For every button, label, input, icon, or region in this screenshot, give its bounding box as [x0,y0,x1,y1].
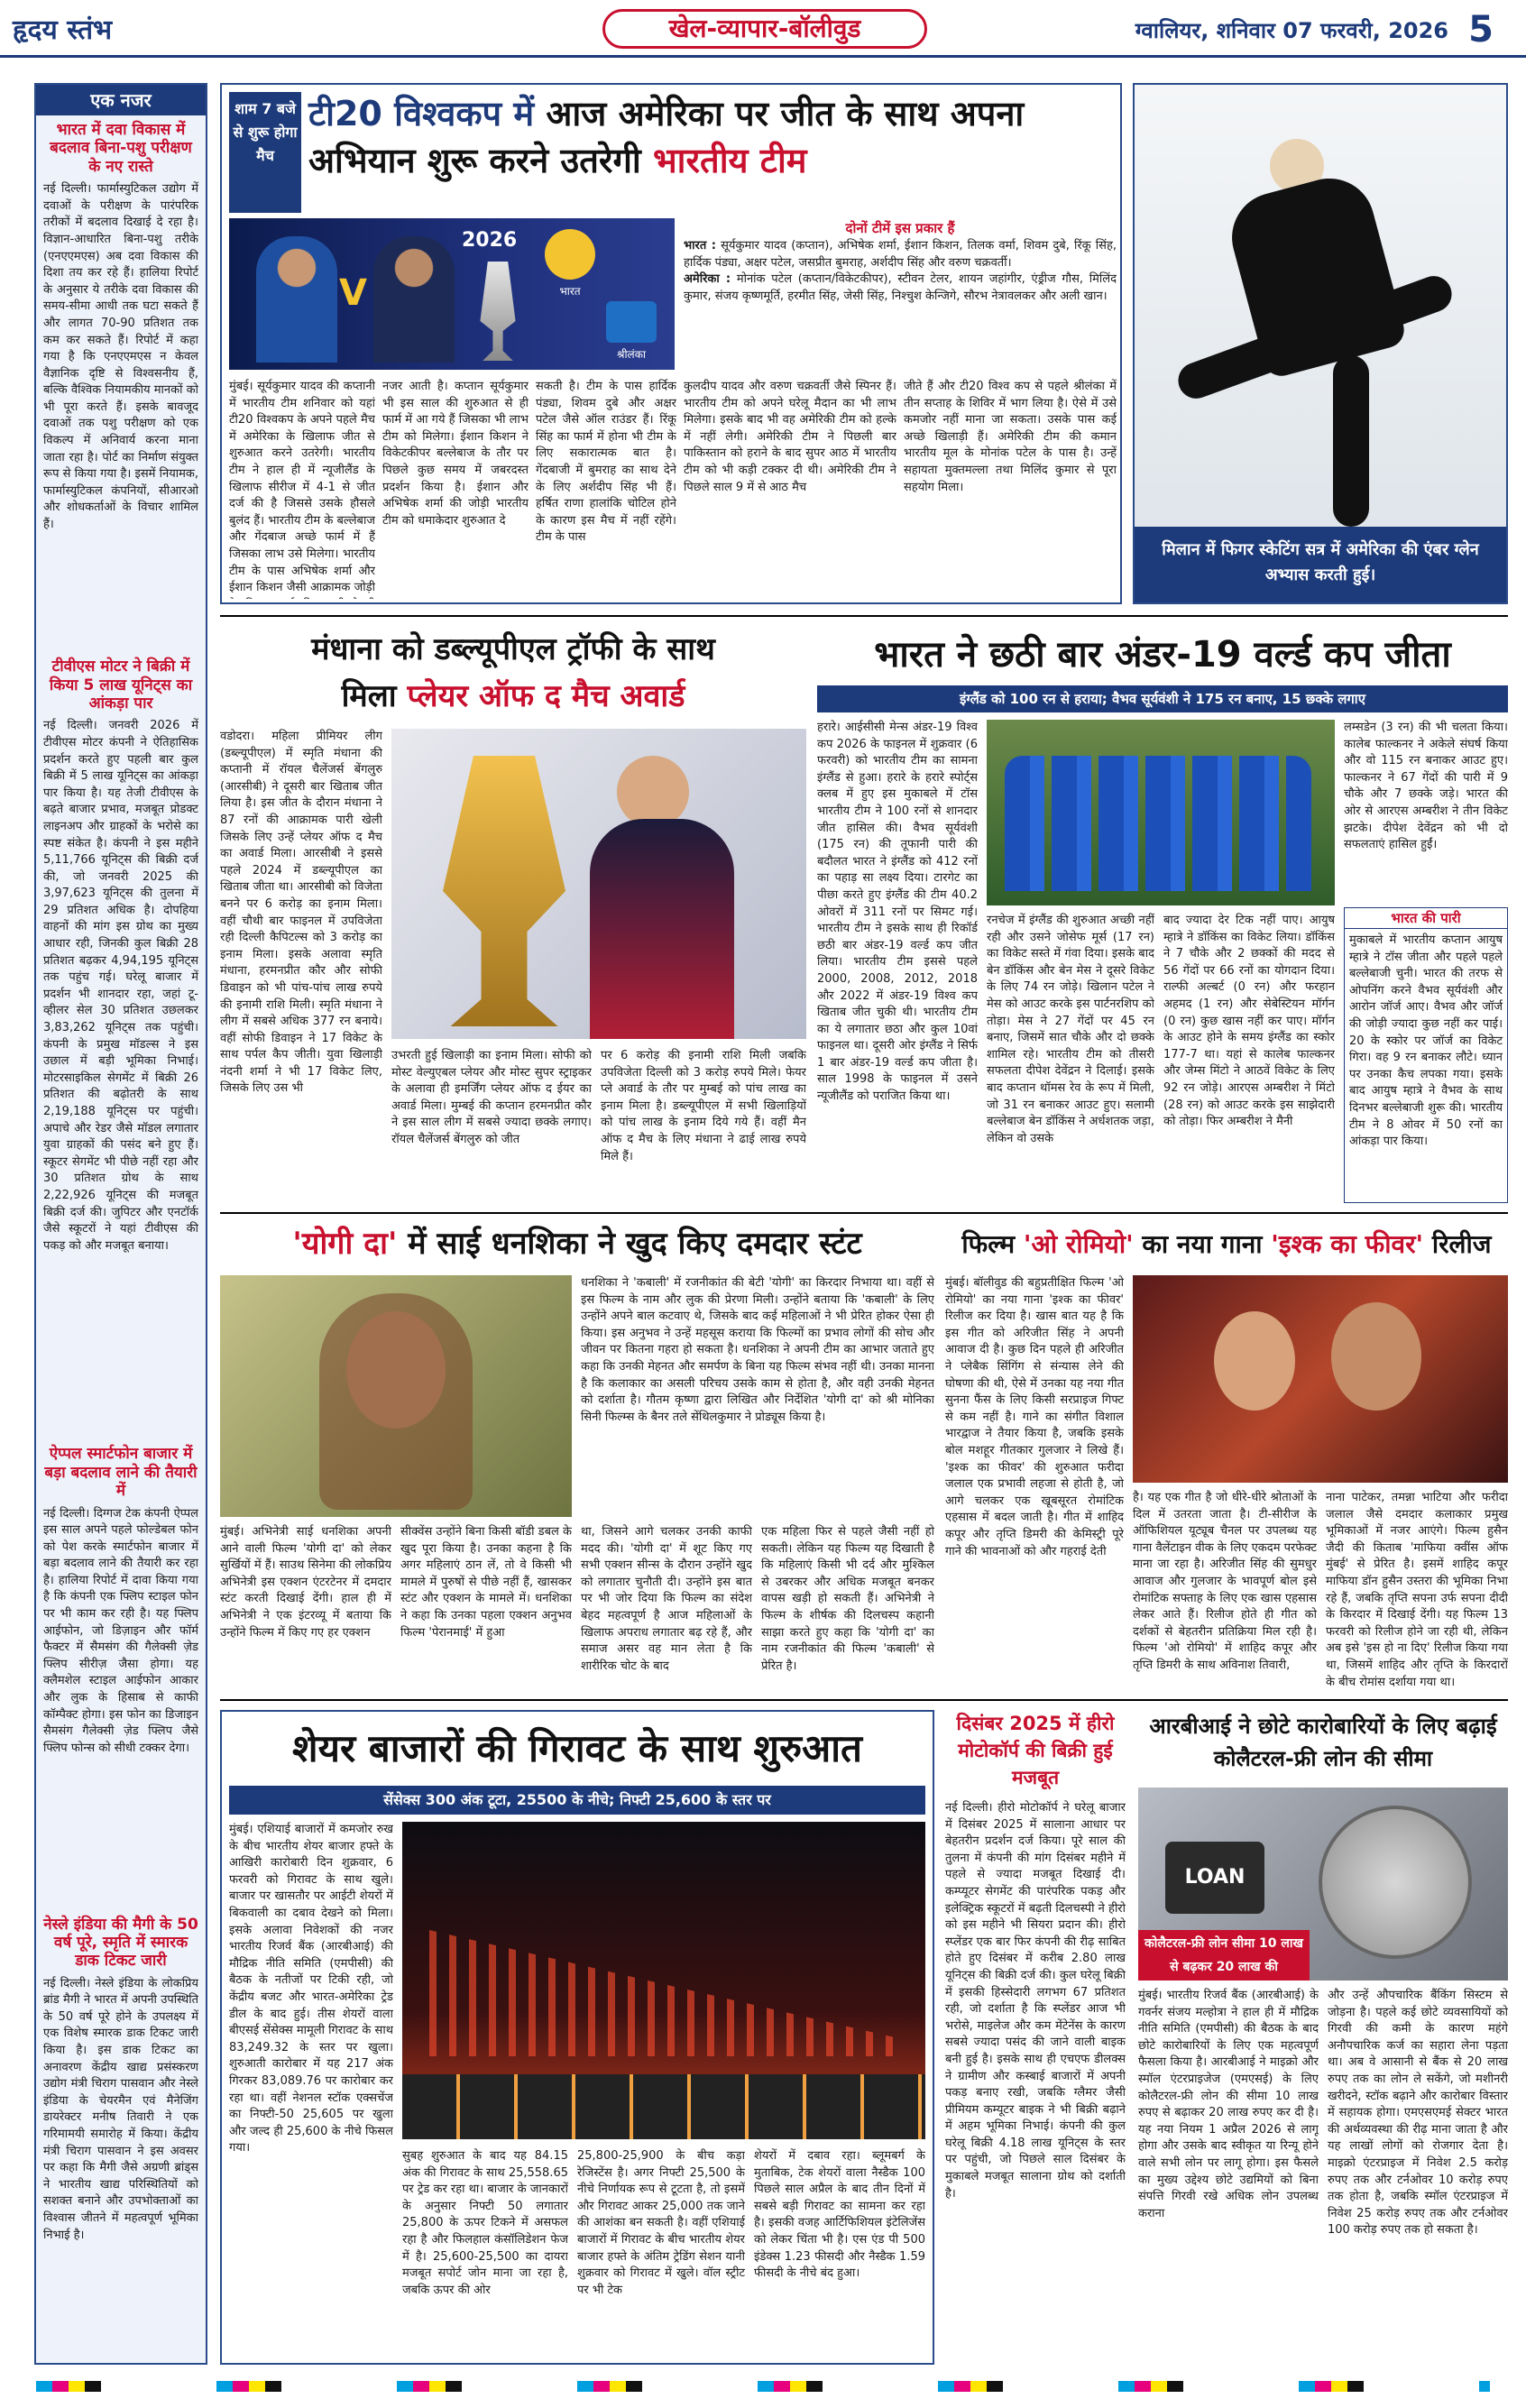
market-headline: शेयर बाजारों की गिरावट के साथ शुरुआत [292,1726,862,1770]
yogi-body-col4: एक महिला फिर से पहले जैसी नहीं हो सकती। लेकिन यह फिल्म यह दिखाती है कि महिलाएं किसी भी दर्द और मुश्किल से उबरकर और अधिक मजबूत बनकर वापस खड़ी हो सकती हैं। अभिनेत्री ने फिल्म के शीर्षक की दिलचस्प कहानी साझा करते हुए कहा कि 'योगी दा' का नाम रजनीकांत की फिल्म 'कबाली' से प्रेरित है। [761,1525,934,1673]
yogi-headline-rest: में साई धनशिका ने खुद किए दमदार स्टंट [397,1226,862,1262]
sidebar-news-column [34,83,207,2365]
sidebar-article-body: नई दिल्ली। फार्मास्युटिकल उद्योग में दवाओं के परीक्षण के पारंपरिक तरीकों में बदलाव दिखाई दे रहा है। विज्ञान-आधारित बिना-पशु तरीके (एनएएमएस) अब दवा विकास की दिशा तय कर रहे हैं। हालिया रिपोर्ट के अनुसार ये तरीके दवा विकास की समय-सीमा आधी तक घटा सकते हैं और लागत 70-90 प्रतिशत तक कम कर सकते हैं। रिपोर्ट में कहा गया है कि एनएएमएस न केवल वैज्ञानिक दृष्टि से विश्वसनीय हैं, बल्कि वैश्विक नियामकीय मानकों को भी पूरा करते हैं। इसके बावजूद दवाओं तक पशु परीक्षण को एक विकल्प में अनिवार्य करना माना जाता रहा है। पोर्ट का निर्माण संयुक्त रूप से किया गया है। इसमें नियामक, फार्मास्युटिकल कंपनियों, सीआरओ और शोधकर्ताओं के विचार शामिल हैं। [43,182,198,532]
india-innings-heading: भारत की पारी [1345,908,1507,929]
squads-box [684,218,1117,370]
mandhana-headline-line1: मंधाना को डब्ल्यूपीएल ट्रॉफी के साथ [311,631,715,667]
rbi-body-col1: मुंबई। भारतीय रिजर्व बैंक (आरबीआई) के गवर्नर संजय मल्होत्रा ने हाल ही में मौद्रिक नीति समिति (एमपीसी) की बैठक के बाद छोटे कारोबारियों के लिए एक महत्वपूर्ण फैसला किया है। आरबीआई ने माइक्रो और स्मॉल एंटरप्राइजेज (एमएसई) के लिए कोलैटरल-फ्री लोन की सीमा 10 लाख रुपए से बढ़ाकर 20 लाख रुपए कर दी है। यह नया नियम 1 अप्रैल 2026 से लागू होगा और उसके बाद स्वीकृत या रिन्यू होने वाले सभी लोन पर लागू होगा। इस फैसले का मुख्य उद्देश्य छोटे उद्यमियों को बिना संपत्ति गिरवी रखे अधिक लोन उपलब्ध कराना [1138,1989,1319,2220]
romeo-body-col1: मुंबई। बॉलीवुड की बहुप्रतीक्षित फिल्म 'ओ रोमियो' का नया गाना 'इश्क का फीवर' रिलीज कर दिया है। खास बात यह है कि इस गीत को अरिजीत सिंह ने अपनी आवाज दी है। कुछ दिन पहले ही अरिजीत ने प्लेबैक सिंगिंग से संन्यास लेने की घोषणा की थी, ऐसे में उनका यह नया गीत सुनना फैंस के लिए किसी सरप्राइज गिफ्ट से कम नहीं है। गाने का संगीत विशाल भारद्वाज ने तैयार किया है, जबकि इसके बोल मशहूर गीतकार गुलजार ने लिखे हैं। 'इश्क का फीवर' की शुरुआत फरीदा जलाल एक प्रभावी लहजा से होती है, जो आगे चलकर एक खूबसूरत रोमांटिक एहसास में बदल जाती है। गीत में शाहिद कपूर और तृप्ति डिमरी की केमिस्ट्री पूरे गाने की भावनाओं को और गहराई देती [945,1276,1124,1558]
skating-photo-block [1133,83,1508,604]
team-celebration-photo [987,720,1335,905]
skater-photo [1135,85,1506,527]
market-story [220,1710,934,2365]
squad-usa: मोनांक पटेल (कप्तान/विकेटकीपर), स्टीवन टेलर, शायन जहांगीर, एंड्रीज गौस, मिलिंद कुमार, संजय कृष्णमूर्ति, हरमीत सिंह, जेसी सिंह, निश्चुश केन्जिगे, सौरभ नेत्रावलकर और अली खान। [684,272,1117,303]
u19-headline: भारत ने छठी बार अंडर-19 वर्ल्ड कप जीता [874,634,1451,676]
versus-icon: V [339,272,367,314]
player-photo-left [256,236,337,363]
u19-story [817,626,1508,1205]
t20-story [220,83,1122,604]
romeo-headline-pre: फिल्म [961,1229,1024,1259]
rbi-photo-caption: कोलैटरल-फ्री लोन सीमा 10 लाख से बढ़कर 20 लाख की [1138,1930,1310,1981]
o-romeo-story [945,1221,1508,1690]
page-number: 5 [1468,9,1494,51]
romeo-headline-song: 'इश्क का फीवर' [1271,1229,1424,1259]
section-banner: खेल-व्यापार-बॉलीवुड [602,9,927,49]
t20-body-col3: सकती है। टीम के पास हार्दिक पंड्या, शिवम दुबे और अक्षर पटेल जैसे ऑल राउंडर हैं। रिंकू सिंह का फार्म में होना भी टीम के लिए सकारात्मक बात है। गेंदबाजी में बुमराह का साथ देने के लिए अर्शदीप सिंह भी हैं। हर्षित राणा हालांकि चोटिल होने के कारण इस मैच में नहीं रहेंगे। टीम के पास [536,380,676,545]
market-body-col1: मुंबई। एशियाई बाजारों में कमजोर रुख के बीच भारतीय शेयर बाजार हफ्ते के आखिरी कारोबारी दिन शुक्रवार, 6 फरवरी को गिरावट के साथ खुले। बाजार पर खासतौर पर आईटी शेयरों में बिकवाली का दबाव देखने को मिला। इसके अलावा निवेशकों की नजर भारतीय रिजर्व बैंक (आरबीआई) की मौद्रिक नीति समिति (एमपीसी) की बैठक के नतीजों पर टिकी रही, जो केंद्रीय बजट और भारत-अमेरिका ट्रेड डील के बाद हुई। तीस शेयरों वाला बीएसई सेंसेक्स मामूली गिरावट के साथ 83,249.32 के स्तर पर खुला। शुरुआती कारोबार में यह 217 अंक गिरकर 83,089.76 पर कारोबार कर रहा था। वहीं नेशनल स्टॉक एक्सचेंज का निफ्टी-50 25,605 पर खुला और जल्द ही 25,600 के नीचे फिसल गया। [229,1823,393,2155]
romeo-headline [945,1225,1508,1264]
u19-body-col1: हरारे। आईसीसी मेन्स अंडर-19 विश्व कप 2026 के फाइनल में शुक्रवार (6 फरवरी) को भारतीय टीम का सामना इंग्लैंड से हुआ। हरारे के हरारे स्पोर्ट्स क्लब में हुए इस मुकाबले में टॉस भारतीय टीम ने 100 रनों से शानदार जीत हासिल की। वैभव सूर्यवंशी (175 रन) की तूफानी पारी की बदौलत भारत ने इंग्लैंड को 412 रनों का पहाड़ सा लक्ष्य दिया। टारगेट का पीछा करते हुए इंग्लैंड की टीम 40.2 ओवरों में 311 रनों पर सिमट गई। भारतीय टीम ने इसके साथ ही रिकॉर्ड छठी बार अंडर-19 वर्ल्ड कप जीत लिया। भारतीय टीम इससे पहले 2000, 2008, 2012, 2018 और 2022 में अंडर-19 विश्व कप खिताब जीत चुकी थी। भारतीय टीम का ये लगातार छठा और कुल 10वां फाइनल था। दूसरी ओर इंग्लैंड ने सिर्फ 1 बार अंडर-19 वर्ल्ड कप जीता है। साल 1998 के फाइनल में उसने न्यूजीलैंड को पराजित किया था। [817,721,978,1104]
u19-body-col2: रनचेज में इंग्लैंड की शुरुआत अच्छी नहीं रही और उसने जोसेफ मूर्स (17 रन) का विकेट सस्ते में गंवा दिया। इसके बाद बेन डॉकिंस और बेन मेस ने दूसरे विकेट के लिए 74 रन जोड़े। खिलान पटेल ने मेस को आउट करके इस पार्टनरशिप को तोड़ा। मेस ने 27 गेंदों पर 45 रन बनाए, जिसमें सात चौके और दो छक्के शामिल रहे। भारतीय टीम को तीसरी सफलता दीपेश देवेंद्रन ने दिलाई। इसके बाद कप्तान थॉमस रेव के रूप में मिली, जो 31 रन बनाकर आउट हुए। सलामी बल्लेबाज बेन डॉकिंस ने अर्धशतक जड़ा, लेकिन वो उसके [987,914,1154,1145]
graphic-year: 2026 [462,229,518,252]
t20-headline-red: भारतीय टीम [652,141,807,180]
sidebar-headline: ऐप्पल स्मार्टफोन बाजार में बड़ा बदलाव लाने की तैयारी में [44,1445,198,1501]
rbi-headline: आरबीआई ने छोटे कारोबारियों के लिए बढ़ाई कोलैटरल-फ्री लोन की सीमा [1149,1714,1497,1771]
trophy-icon [473,262,523,361]
dateline: ग्वालियर, शनिवार 07 फरवरी, 2026 [1135,18,1448,43]
romeo-headline-film: 'ओ रोमियो' [1023,1229,1134,1259]
rbi-emblem-icon [1319,1806,1472,1959]
yogi-body-top: धनशिका ने 'कबाली' में रजनीकांत की बेटी 'योगी' का किरदार निभाया था। वहीं से इस फिल्म के नाम और लुक की प्रेरणा मिली। उन्होंने बताया कि 'कबाली' के लिए उन्होंने अपने बाल कटवाए थे, जिसके बाद कई महिलाओं ने भी प्रेरित होकर ऐसा ही किया। इस अनुभव ने उन्हें महसूस कराया कि फिल्मों का प्रभाव लोगों की सोच और जीवन पर कितना गहरा हो सकता है। धनशिका ने अपनी टीम का आभार जताते हुए कहा कि उनकी मेहनत और समर्पण के बिना यह फिल्म संभव नहीं थी। उनका मानना है कि कलाकार का असली परिचय उसके काम से होता है, और वही उनकी मेहनत को दर्शाता है। गौतम कृष्णा द्वारा लिखित और निर्देशित 'योगी दा' को श्री मोनिका सिनी फिल्म्स के बैनर तले सेंथिलकुमार ने प्रोड्यूस किया है। [581,1276,934,1424]
srilanka-crest-icon [606,301,657,343]
yogi-body-col1: मुंबई। अभिनेत्री साई धनशिका अपनी आने वाली फिल्म 'योगी दा' को लेकर सुर्खियों में हैं। साउथ सिनेमा की लोकप्रिय अभिनेत्री इस एक्शन एंटरटेनर में दमदार स्टंट करती दिखाई देंगी। हाल ही में अभिनेत्री ने एक इंटरव्यू में बताया कि उन्होंने फिल्म में किए गए हर एक्शन [220,1525,391,1640]
yogi-da-story [220,1221,934,1690]
hero-motocorp-story [945,1710,1126,2365]
sidebar-article-body: नई दिल्ली। जनवरी 2026 में टीवीएस मोटर कंपनी ने ऐतिहासिक प्रदर्शन करते हुए पहली बार कुल बिक्री में 5 लाख यूनिट्स का आंकड़ा पार किया है। यह तेजी टीवीएस के बढ़ते बाजार प्रभाव, मजबूत प्रोडक्ट लाइनअप और ग्राहकों के भरोसे का स्पष्ट संकेत है। कंपनी ने इस महीने 5,11,766 यूनिट्स की बिक्री दर्ज की, जो जनवरी 2025 की 3,97,623 यूनिट्स की तुलना में 29 प्रतिशत अधिक है। दोपहिया वाहनों की मांग इस ग्रोथ का मुख्य आधार रही, जिनकी कुल बिक्री 28 प्रतिशत बढ़कर 4,94,195 यूनिट्स तक पहुंच गई। घरेलू बाजार में प्रदर्शन भी शानदार रहा, जहां टू-व्हीलर सेल 30 प्रतिशत उछलकर 3,83,262 यूनिट्स तक पहुंची। कंपनी के प्रमुख मॉडल्स ने इस उछाल में बड़ी भूमिका निभाई। मोटरसाइकिल सेगमेंट में बिक्री 26 प्रतिशत की बढ़ोतरी के साथ 2,19,188 यूनिट्स पर पहुंची। अपाचे और रेडर जैसे मॉडल लगातार युवा ग्राहकों की पसंद बने हुए हैं। स्कूटर सेगमेंट भी पीछे नहीं रहा और 30 प्रतिशत ग्रोथ के साथ 2,22,926 यूनिट्स की मजबूत बिक्री दर्ज की। जुपिटर और एनटॉर्क जैसे स्कूटरों ने यहां टीवीएस की पकड़ को और मजबूत बनाया। [43,719,198,1253]
squad-india-label: भारत : [684,239,716,253]
market-body-col3: 25,800-25,900 के बीच कड़ा रेजिस्टेंस है। अगर निफ्टी 25,500 के नीचे निर्णायक रूप से टूटता है, तो इसमें और गिरावट आकर 25,000 तक जाने की आशंका बन सकती है। वहीं एशियाई बाजारों में गिरावट के बीच भारतीय शेयर बाजार हफ्ते के अंतिम ट्रेडिंग सेशन यानी शुक्रवार को गिरावट में खुले। वॉल स्ट्रीट पर भी टेक [577,2149,745,2297]
yogi-body-col3: था, जिसने आगे चलकर उनकी काफी मदद की। 'योगी दा' में शूट किए गए सभी एक्शन सीन्स के दौरान उन्होंने खुद को लगातार चुनौती दी। उन्होंने इस बात पर भी जोर दिया कि फिल्म का संदेश बेहद महत्वपूर्ण है आज महिलाओं के खिलाफ अपराध लगातार बढ़ रहे हैं, और समाज असर वह मान लेता है कि शारीरिक चोट के बाद [581,1525,752,1673]
hero-body: नई दिल्ली। हीरो मोटोकॉर्प ने घरेलू बाजार में दिसंबर 2025 में सालाना आधार पर बेहतरीन प्रदर्शन दर्ज किया। पूरे साल की तुलना में कंपनी की मांग दिसंबर महीने में पहले से ज्यादा मजबूत दिखाई दी। कम्प्यूटर सेगमेंट की पारंपरिक पकड़ और इलेक्ट्रिक स्कूटरों में बढ़ती दिलचस्पी ने हीरो को इस महीने भी सियरा प्रदान की। हीरो स्प्लेंडर एक बार फिर कंपनी की रीढ़ साबित होते हुए दिसंबर में करीब 2.80 लाख यूनिट्स की बिक्री दर्ज की। कुल घरेलू बिक्री में इसकी हिस्सेदारी लगभग 67 प्रतिशत रही, जो दर्शाता है कि स्प्लेंडर आज भी भरोसे, माइलेज और कम मेंटेनेंस के कारण सबसे ज्यादा पसंद की जाने वाली बाइक बनी हुई है। इसके साथ ही एचएफ डीलक्स ने ग्रामीण और कस्बाई बाजारों में अपनी पकड़ बनाए रखी, जबकि ग्लैमर जैसी प्रीमियम कम्यूटर बाइक ने भी बिक्री बढ़ाने में अहम भूमिका निभाई। कंपनी की कुल घरेलू बिक्री 4.18 लाख यूनिट्स के स्तर पर पहुंची, जो पिछले साल दिसंबर के मुकाबले मजबूत सालाना ग्रोथ को दर्शाती है। [945,1801,1126,2201]
squad-usa-label: अमेरिका : [684,272,731,287]
t20-headline [308,90,1117,184]
mandhana-body-col1: वडोदरा। महिला प्रीमियर लीग (डब्ल्यूपीएल) में स्मृति मंधाना की कप्तानी में रॉयल चैलेंजर्स बेंगलुरु (आरसीबी) ने दूसरी बार खिताब जीत लिया है। इस जीत के दौरान मंधाना ने 87 रनों की आक्रामक पारी खेली जिसके लिए उन्हें प्लेयर ऑफ द मैच का अवार्ड मिला। आरसीबी ने इससे पहले 2024 में डब्ल्यूपीएल का खिताब जीता था। आरसीबी को विजेता बनने पर 6 करोड़ का इनाम मिला। वहीं चौथी बार फाइनल में उपविजेता रही दिल्ली कैपिटल्स को 3 करोड़ का इनाम मिला। इसके अलावा स्मृति मंधाना, हरमनप्रीत कौर और सोफी डिवाइन को भी पांच-पांच लाख रुपये की इनामी राशि मिली। स्मृति मंधाना ने लीग में सबसे अधिक 377 रन बनाये। वहीं सोफी डिवाइन ने 17 विकेट के साथ पर्पल कैप जीती। युवा खिलाड़ी नंदनी शर्मा ने भी 17 विकेट लिए, जिसके लिए उस भी [220,730,382,1096]
t20-graphic [229,218,675,370]
t20-body-col1: मुंबई। सूर्यकुमार यादव की कप्तानी में भारतीय टीम शनिवार को यहां टी20 विश्वकप के अपने पहले मैच में अमेरिका के खिलाफ जीत से शुरुआत करने उतरेगी। भारतीय टीम ने हाल ही में न्यूजीलैंड के खिलाफ सीरीज में 4-1 से जीत दर्ज की है जिससे उसके हौसले बुलंद हैं। भारतीय टीम के बल्लेबाज और गेंदबाज अच्छे फार्म में हैं जिसका लाभ उसे मिलेगा। भारतीय टीम के पास अभिषेक शर्मा और ईशान किशन जैसी आक्रामक जोड़ी [229,380,375,595]
t20-headline-lead: टी20 विश्वकप में [308,94,547,133]
sidebar-headline: नेस्ले इंडिया की मैगी के 50 वर्ष पूरे, स्मृति में स्मारक डाक टिकट जारी [43,1915,198,1971]
india-crest-icon [545,229,595,280]
actress-photo [220,1275,572,1517]
trophy-photo [391,729,806,1039]
t20-headline-main: आज अमेरिका पर जीत के साथ अपना अभियान शुरू करने उतरेगी [308,94,1025,180]
t20-body-col4: कुलदीप यादव और वरुण चक्रवर्ती जैसे स्पिनर हैं। भारतीय टीम को अपने घरेलू मैदान का भी लाभ मिलेगा। इसके बाद भी वह अमेरिकी टीम को हल्के में नहीं लेगी। अमेरिकी टीम ने पिछली बार पाकिस्तान को हराने के बाद सुपर आठ में भारतीय टीम को भी कड़ी टक्कर दी थी। अमेरिकी टीम ने पिछले साल 9 में से आठ मैच [684,380,896,494]
romeo-headline-mid: का नया गाना [1133,1229,1272,1259]
yogi-headline [220,1221,934,1266]
hero-headline: दिसंबर 2025 में हीरो मोटोकॉर्प की बिक्री हुई मजबूत [956,1713,1115,1788]
player-photo-right [373,236,455,363]
mandhana-story [220,626,806,1205]
mandhana-headline-red: प्लेयर ऑफ द मैच अवार्ड [407,678,685,714]
film-still-photo [1133,1275,1508,1483]
t20-body-col2: नजर आती है। कप्तान सूर्यकुमार भी इस साल की शुरुआत से ही फार्म में आ गये हैं जिसका भी लाभ टीम को मिलेगा। ईशान किशन ने विकेटकीपर बल्लेबाज के तौर पर पिछले कुछ समय में जबरदस्त प्रदर्शन किया है। ईशान और अभिषेक शर्मा की जोड़ी भारतीय टीम को धमाकेदार शुरुआत दे [382,380,529,528]
graphic-india-label: भारत [559,285,581,298]
yogi-headline-red: 'योगी दा' [292,1226,398,1262]
stock-market-photo [402,1822,925,2139]
loan-label: LOAN [1165,1842,1264,1914]
match-time-tag: शाम 7 बजे से शुरू होगा मैच [229,92,301,213]
mandhana-body-col2: उभरती हुई खिलाड़ी का इनाम मिला। सोफी को मोस्ट वेल्युएबल प्लेयर और मोस्ट सुपर स्ट्राइकर के अलावा ही इमर्जिंग प्लेयर ऑफ द ईयर का अवार्ड मिला। मुम्बई की कप्तान हरमनप्रीत कौर ने इस साल लीग में सबसे ज्यादा छक्के लगाए। रॉयल चैलेंजर्स बेंगलुरु को जीत [391,1049,592,1146]
yogi-body-col2: सीक्वेंस उन्होंने बिना किसी बॉडी डबल के खुद पूरा किया है। उनका कहना है कि अगर महिलाएं ठान लें, तो वे किसी भी मामले में पुरुषों से पीछे नहीं हैं, खासकर स्टंट और एक्शन के मामले में। धनशिका ने कहा कि उनका पहला एक्शन अनुभव फिल्म 'पेरानमाई' में हुआ [400,1525,572,1640]
mandhana-headline [220,626,806,720]
u19-subhead: इंग्लैंड को 100 रन से हराया; वैभव सूर्यवंशी ने 175 रन बनाए, 15 छक्के लगाए [817,685,1508,712]
mandhana-body-col3: पर 6 करोड़ की इनामी राशि मिली जबकि उपविजेता दिल्ली को 3 करोड़ रुपये मिले। फेयर प्ले अवार्ड के तौर पर मुम्बई को पांच लाख का इनाम मिला है। डब्ल्यूपीएल में सभी खिलाड़ियों को पांच लाख के इनाम दिये गये हैं। वहीं मैन ऑफ द मैच के लिए मंधाना ने ढाई लाख रुपये मिले हैं। [601,1049,806,1163]
rbi-body-col2: और उन्हें औपचारिक बैंकिंग सिस्टम से जोड़ना है। पहले कई छोटे व्यवसायियों को गिरवी की कमी के कारण महंगे अनौपचारिक कर्ज का सहारा लेना पड़ता था। अब वे आसानी से बैंक से 20 लाख रुपए तक का लोन ले सकेंगे, जो मशीनरी खरीदने, स्टॉक बढ़ाने और कारोबार विस्तार में सहायक होगा। एमएसएमई सेक्टर भारत की अर्थव्यवस्था की रीढ़ माना जाता है और यह लाखों लोगों को रोजगार देता है। माइक्रो एंटरप्राइज में निवेश 2.5 करोड़ रुपए तक और टर्नओवर 10 करोड़ रुपए तक होता है, जबकि स्मॉल एंटरप्राइज में निवेश 25 करोड़ रुपए तक और टर्नओवर 100 करोड़ रुपए तक हो सकता है। [1328,1989,1508,2238]
market-subhead: सेंसेक्स 300 अंक टूटा, 25500 के नीचे; निफ्टी 25,600 के स्तर पर [229,1786,925,1815]
sidebar-headline: टीवीएस मोटर ने बिक्री में किया 5 लाख यूनिट्स का आंकड़ा पार [49,657,193,712]
market-body-col2: सुबह शुरुआत के बाद यह 84.15 अंक की गिरावट के साथ 25,558.65 पर ट्रेड कर रहा था। बाजार के जानकारों के अनुसार निफ्टी 50 लगातार 25,800 के ऊपर टिकने में असफल रहा है और फिलहाल कंसॉलिडेशन फेज में है। 25,600-25,500 का दायरा मजबूत सपोर्ट जोन माना जा रहा है, जबकि ऊपर की ओर [402,2149,568,2297]
romeo-body-col3: नाना पाटेकर, तमन्ना भाटिया और फरीदा जलाल जैसे दमदार कलाकार प्रमुख भूमिकाओं में नजर आएंगे। फिल्म हुसैन जैदी की किताब 'माफिया क्वींस ऑफ मुंबई' से प्रेरित है। इसमें शाहिद कपूर माफिया डॉन हुसैन उस्तरा की भूमिका निभा रहे हैं, जबकि तृप्ति सपना उर्फ सपना दीदी के किरदार में दिखाई देंगी। यह फिल्म 13 फरवरी को रिलीज होने जा रही थी, लेकिन अब इसे 'इस हो ना दिए' रिलीज किया गया था, जिसमें शाहिद और तृप्ति के किरदारों के बीच रोमांस दर्शाया गया था। [1326,1491,1508,1688]
brand-name: हृदय स्तंभ [13,14,113,46]
print-registration-bar [36,2381,1490,2392]
u19-body-col3: बाद ज्यादा देर टिक नहीं पाए। आयुष म्हात्रे ने डॉकिंस का विकेट लिया। डॉकिंस ने 7 चौके और 2 छक्कों की मदद से 56 गेंदों पर 66 रनों का योगदान दिया। राल्फी अल्बर्ट (0 रन) और फरहान अहमद (1 रन) और सेबेस्टियन मॉर्गन (0 रन) कुछ खास नहीं कर पाए। मॉर्गन के आउट होने के समय इंग्लैंड का स्कोर 177-7 था। यहां से कालेब फाल्कनर और जेम्स मिंटो ने आठवें विकेट के लिए 92 रन जोड़े। आरएस अम्बरीश ने मिंटो (28 रन) को आउट करके इस साझेदारी को तोड़ा। फिर अम्बरीश ने मैनी [1163,914,1335,1129]
sidebar-article-body: नई दिल्ली। दिग्गज टेक कंपनी ऐप्पल इस साल अपने पहले फोल्डेबल फोन को पेश करके स्मार्टफोन बाजार में बड़ा बदलाव लाने की तैयारी कर रहा है। हालिया रिपोर्ट में दावा किया गया है कि कंपनी एक फ्लिप स्टाइल फोन पर भी काम कर रही है। यह फ्लिप आईफोन, जो डिज़ाइन और फॉर्म फैक्टर में सैमसंग की गैलेक्सी ज़ेड फ्लिप सीरीज़ जैसा होगा। यह क्लैमशेल स्टाइल आईफोन आकार और लुक के हिसाब से काफी कॉम्पैक्ट होगा। इस फोन का डिजाइन सैमसंग गैलेक्सी ज़ेड फ्लिप जैसे फ्लिप फोन्स को सीधी टक्कर देगा। [43,1506,198,1755]
squad-india: सूर्यकुमार यादव (कप्तान), अभिषेक शर्मा, ईशान किशन, तिलक वर्मा, शिवम दुबे, रिंकू सिंह, हार्दिक पंड्या, अक्षर पटेल, जसप्रीत बुमराह, अर्शदीप सिंह और वरुण चक्रवर्ती। [684,239,1117,270]
squads-title: दोनों टीमें इस प्रकार हैं [845,220,955,236]
mandhana-headline-pre: मिला [341,678,408,714]
romeo-headline-post: रिलीज [1423,1229,1492,1259]
india-innings-body: मुकाबले में भारतीय कप्तान आयुष म्हात्रे ने टॉस जीता और पहले पहले बल्लेबाजी चुनी। भारत की तरफ से ओपनिंग करने वैभव सूर्यवंशी और आरोन जॉर्ज आए। वैभव और जॉर्ज की जोड़ी ज्यादा कुछ नहीं कर पाई। 20 के स्कोर पर जॉर्ज का विकेट गिरा। वह 9 रन बनाकर लौटे। ध्यान पर उनका कैच लपका गया। इसके बाद आयुष म्हात्रे ने वैभव के साथ दिनभर बल्लेबाजी शुरू की। भारतीय टीम ने 8 ओवर में 50 रनों का आंकड़ा पार किया। [1349,933,1503,1149]
graphic-srilanka-label: श्रीलंका [616,348,647,361]
romeo-body-col2: है। यह एक गीत है जो धीरे-धीरे श्रोताओं के दिल में उतरता जाता है। टी-सीरीज के ऑफिशियल यूट्यूब चैनल पर उपलब्ध यह गाना वैलेंटाइन वीक के लिए एकदम परफेक्ट माना जा रहा है। अरिजीत सिंह की सुमधुर आवाज और गुलजार के भावपूर्ण बोल इसे रोमांटिक सफ्ताह के लिए एक खास एहसास लेकर आते हैं। रिलीज होते ही गीत को दर्शकों से बेहतरीन प्रतिक्रिया मिल रही है। फिल्म 'ओ रोमियो' में शाहिद कपूर और तृप्ति डिमरी के साथ अविनाश तिवारी, [1133,1491,1317,1672]
sidebar-title: एक नजर [36,85,206,115]
sidebar-headline: भारत में दवा विकास में बदलाव बिना-पशु परीक्षण के नए रास्ते [50,121,192,176]
u19-body-col4: लम्सडेन (3 रन) की भी चलता किया। कालेब फाल्कनर ने अकेले संघर्ष किया और वो 115 रन बनाकर आउट हुए। फाल्कनर ने 67 गेंदों की पारी में 9 चौके और 7 छक्के जड़े। भारत की ओर से आरएस अम्बरीश ने तीन विकेट झटके। दीपेश देवेंद्रन को भी दो सफलताएं हासिल हुईं। [1344,721,1508,852]
sidebar-article-body: नई दिल्ली। नेस्ले इंडिया के लोकप्रिय ब्रांड मैगी ने भारत में अपनी उपस्थिति के 50 वर्ष पूरे होने के उपलक्ष्य में एक विशेष स्मारक डाक टिकट जारी किया है। इस डाक टिकट का अनावरण केंद्रीय खाद्य प्रसंस्करण उद्योग मंत्री चिराग पासवान और नेस्ले इंडिया के चेयरमैन एवं मैनेजिंग डायरेक्टर मनीष तिवारी ने एक गरिमामयी समारोह में किया। केंद्रीय मंत्री चिराग पासवान ने इस अवसर पर कहा कि मैगी जैसे अग्रणी ब्रांड्स ने भारतीय खाद्य परिस्थितियों को सशक्त बनाने और उपभोक्ताओं का विश्वास जीतने में महत्वपूर्ण भूमिका निभाई है। [43,1976,198,2242]
market-body-col4: शेयरों में दबाव रहा। ब्लूमबर्ग के मुताबिक, टेक शेयरों वाला नैस्डैक 100 पिछले साल अप्रैल के बाद तीन दिनों में सबसे बड़ी गिरावट का सामना कर रहा है। इसकी वजह आर्टिफिशियल इंटेलिजेंस को लेकर चिंता भी है। एस एंड पी 500 इंडेक्स 1.23 फीसदी और नैस्डैक 1.59 फीसदी के नीचे बंद हुआ। [754,2149,925,2281]
t20-body-col5: जीते हैं और टी20 विश्व कप से पहले श्रीलंका में तीन सप्ताह के शिविर में भाग लिया है। ऐसे में उसे कमजोर नहीं माना जा सकता। उसके पास कई अच्छे खिलाड़ी हैं। अमेरिकी टीम की कमान भारतीय मूल के मोनांक पटेल के पास है। उन्हें सहायता मुक्तमल्ला तथा मिलिंद कुमार से पूरा सहयोग मिला। [904,380,1117,494]
masthead [0,0,1526,61]
skating-caption: मिलान में फिगर स्केटिंग सत्र में अमेरिका की एंबर ग्लेन अभ्यास करती हुई। [1135,527,1506,602]
rbi-photo [1138,1788,1508,1981]
rbi-story [1138,1710,1508,2365]
india-innings-box [1344,907,1508,1203]
